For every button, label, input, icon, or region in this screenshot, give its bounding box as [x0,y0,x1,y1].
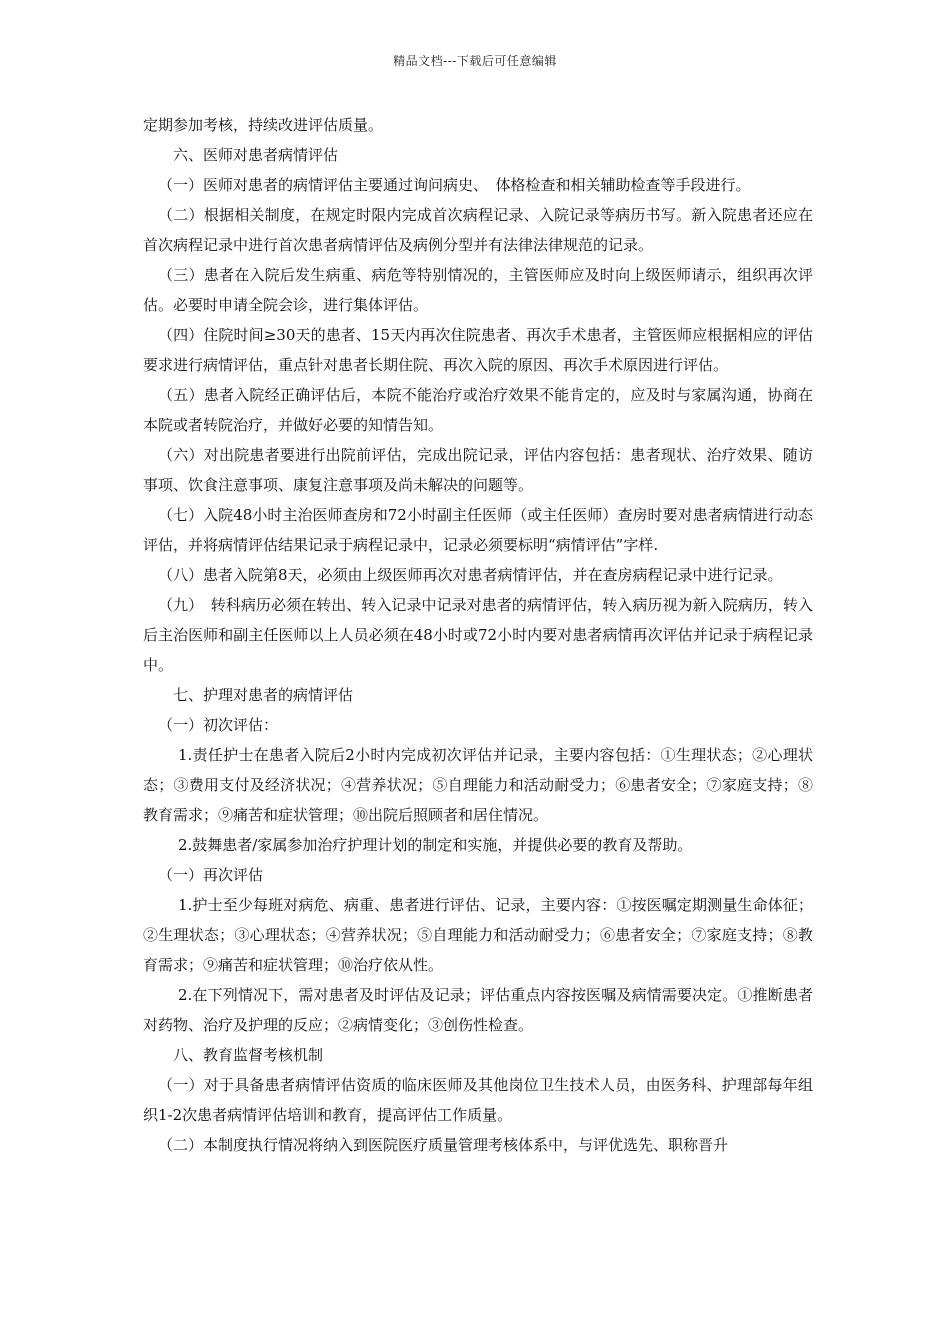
paragraph-7-2-2: 2.在下列情况下，需对患者及时评估及记录；评估重点内容按医嘱及病情需要决定。①推断患者对药物、治疗及护理的反应；②病情变化；③创伤性检查。 [143,986,813,1034]
document-body [143,110,813,1160]
paragraph-continuation: 定期参加考核，持续改进评估质量。 [143,116,384,134]
paragraph-6-5: （五）患者入院经正确评估后，本院不能治疗或治疗效果不能肯定的，应及时与家属沟通，协商在本院或者转院治疗，并做好必要的知情告知。 [143,386,813,434]
paragraph-7-2-1: 1.护士至少每班对病危、病重、患者进行评估、记录，主要内容：①按医嘱定期测量生命体征；②生理状态；③心理状态；④营养状况；⑤自理能力和活动耐受力；⑥患者安全；⑦家庭支持；⑧教育需求；⑨痛苦和症状管理；⑩治疗依从性。 [143,896,813,974]
section-heading-6: 六、医师对患者病情评估 [173,146,339,164]
paragraph-6-8: （八）患者入院第8天，必须由上级医师再次对患者病情评估，并在查房病程记录中进行记录。 [158,566,783,584]
subheading-reassessment: （一）再次评估 [158,866,264,884]
paragraph-7-1-2: 2.鼓舞患者/家属参加治疗护理计划的制定和实施，并提供必要的教育及帮助。 [178,836,693,854]
paragraph-6-7: （七）入院48小时主治医师查房和72小时副主任医师（或主任医师）查房时要对患者病情进行动态评估，并将病情评估结果记录于病程记录中，记录必须要标明“病情评估”字样. [143,506,813,554]
paragraph-8-2: （二）本制度执行情况将纳入到医院医疗质量管理考核体系中，与评优选先、职称晋升 [158,1136,729,1154]
page-header: 精品文档---下载后可任意编辑 [393,54,557,68]
paragraph-6-6: （六）对出院患者要进行出院前评估，完成出院记录，评估内容包括：患者现状、治疗效果、随访事项、饮食注意事项、康复注意事项及尚未解决的问题等。 [143,446,813,494]
subheading-initial-assessment: （一）初次评估： [158,716,279,734]
paragraph-6-4: （四）住院时间≥30天的患者、15天内再次住院患者、再次手术患者，主管医师应根据相应的评估要求进行病情评估，重点针对患者长期住院、再次入院的原因、再次手术原因进行评估。 [143,326,813,374]
paragraph-8-1: （一）对于具备患者病情评估资质的临床医师及其他岗位卫生技术人员，由医务科、护理部每年组织1-2次患者病情评估培训和教育，提高评估工作质量。 [143,1076,813,1124]
paragraph-7-1-1: 1.责任护士在患者入院后2小时内完成初次评估并记录，主要内容包括：①生理状态；②心理状态；③费用支付及经济状况；④营养状况；⑤自理能力和活动耐受力；⑥患者安全；⑦家庭支持；⑧教育需求；⑨痛苦和症状管理；⑩出院后照顾者和居住情况。 [143,746,813,824]
paragraph-6-3: （三）患者在入院后发生病重、病危等特别情况的，主管医师应及时向上级医师请示，组织再次评估。必要时申请全院会诊，进行集体评估。 [143,266,813,314]
section-heading-8: 八、教育监督考核机制 [173,1046,324,1064]
paragraph-6-1: （一）医师对患者的病情评估主要通过询问病史、 体格检查和相关辅助检查等手段进行。 [158,176,751,194]
section-heading-7: 七、护理对患者的病情评估 [173,686,354,704]
paragraph-6-2: （二）根据相关制度，在规定时限内完成首次病程记录、入院记录等病历书写。新入院患者还应在首次病程记录中进行首次患者病情评估及病例分型并有法律法律规范的记录。 [143,206,813,254]
paragraph-6-9: （九） 转科病历必须在转出、转入记录中记录对患者的病情评估，转入病历视为新入院病历，转入后主治医师和副主任医师以上人员必须在48小时或72小时内要对患者病情再次评估并记录于病程记录中。 [143,596,813,674]
